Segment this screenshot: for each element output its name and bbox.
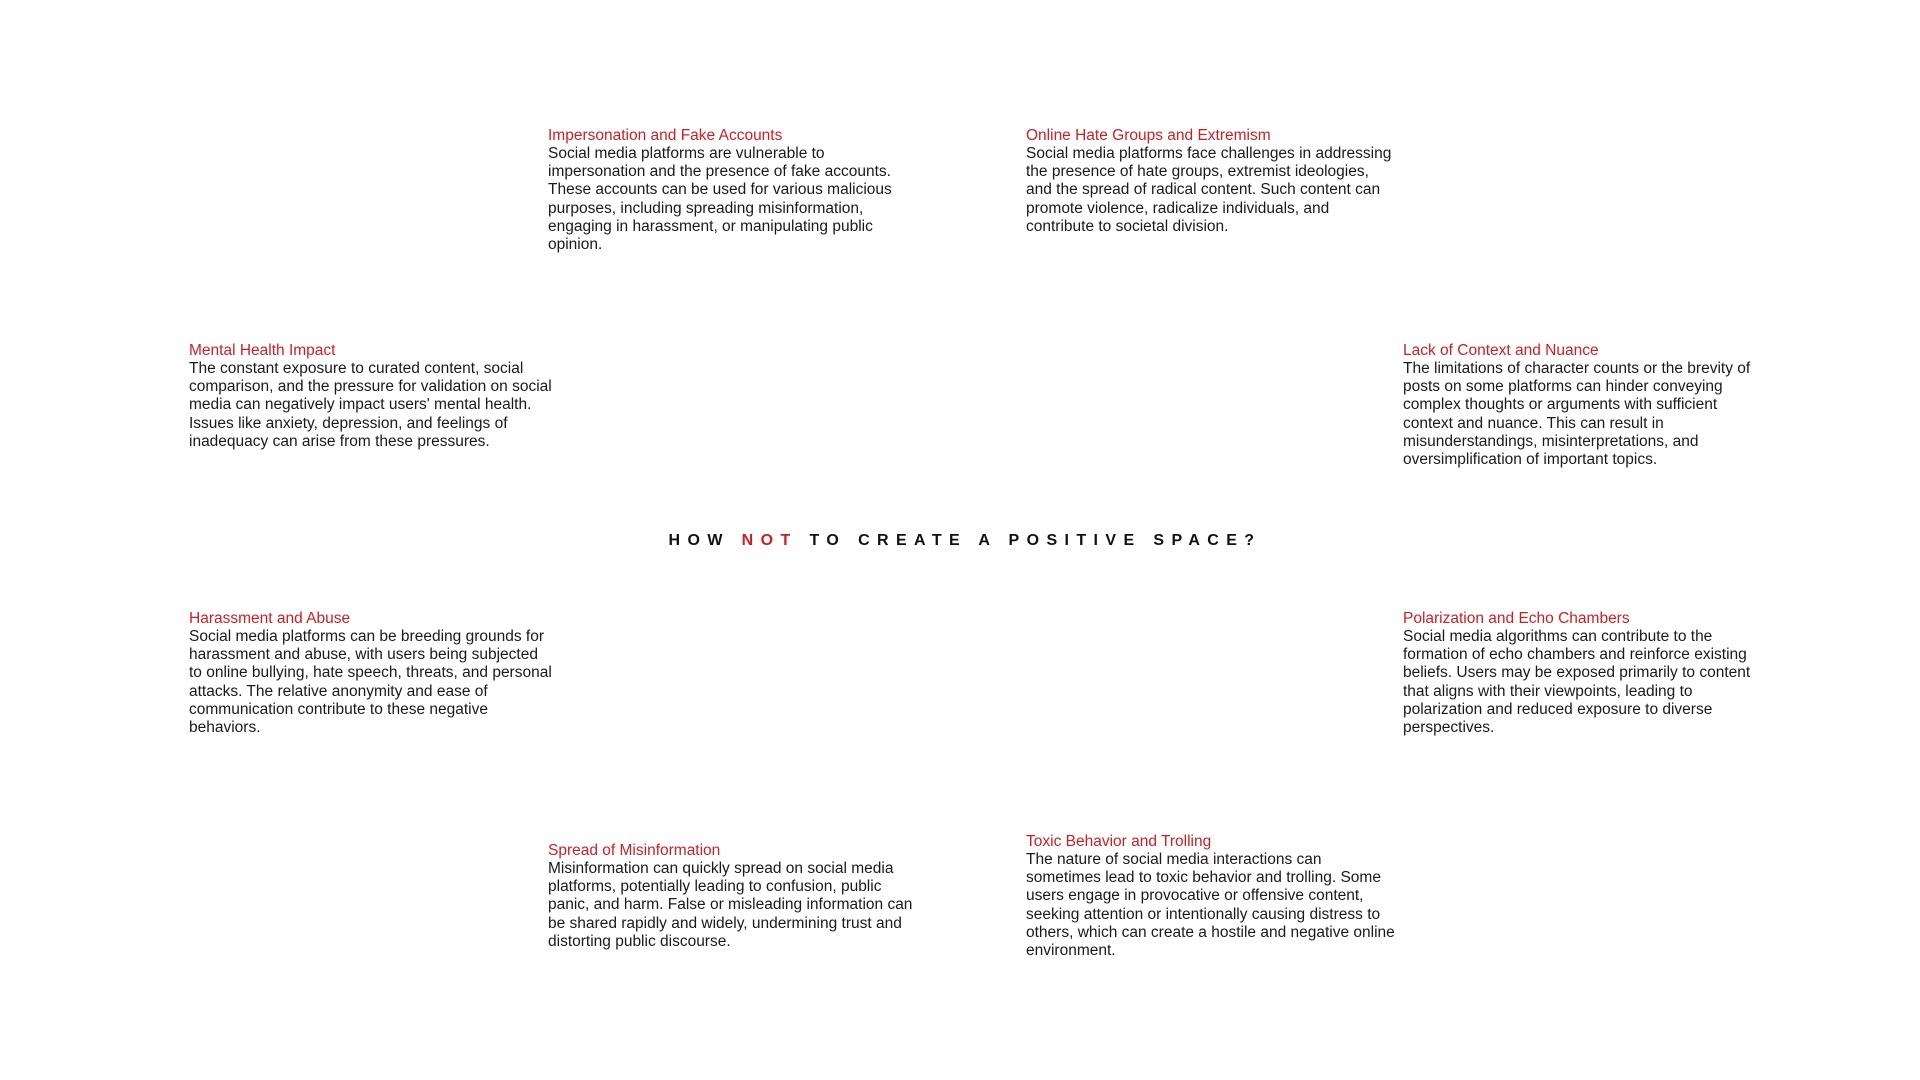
card-title: Impersonation and Fake Accounts	[548, 127, 783, 144]
card-context-nuance	[1403, 342, 1763, 469]
card-impersonation	[548, 127, 918, 254]
card-mental-health	[189, 342, 554, 451]
card-toxic-behavior	[1026, 833, 1396, 960]
title-prefix: HOW	[668, 532, 742, 549]
card-misinformation	[548, 842, 918, 951]
card-body: Social media platforms can be breeding grounds for harassment and abuse, with users being subjected to online bullying, hate speech, threats, and personal attacks. The relative anonymity and ease of communication contribute to these negative behaviors.	[189, 628, 552, 737]
card-body: The limitations of character counts or the brevity of posts on some platforms can hinder conveying complex thoughts or arguments with sufficient context and nuance. This can result in misunderstandings, misinterpretations, and oversimplification of important topics.	[1403, 360, 1751, 469]
card-body: Social media algorithms can contribute to the formation of echo chambers and reinforce existing beliefs. Users may be exposed primarily to content that aligns with their viewpoints, leading to polarization and reduced exposure to diverse perspectives.	[1403, 628, 1751, 737]
card-title: Toxic Behavior and Trolling	[1026, 833, 1212, 850]
card-body: Social media platforms face challenges in addressing the presence of hate groups, extremist ideologies, and the spread of radical content. Such content can promote violence, radicalize individuals, and contribute to societal division.	[1026, 145, 1392, 235]
card-title: Online Hate Groups and Extremism	[1026, 127, 1271, 144]
card-title: Spread of Misinformation	[548, 842, 721, 859]
card-hate-groups	[1026, 127, 1396, 236]
card-body: The constant exposure to curated content, social comparison, and the pressure for validation on social media can negatively impact users' mental health. Issues like anxiety, depression, and feelings of inadequacy can arise from these pressures.	[189, 360, 552, 450]
card-body: The nature of social media interactions can sometimes lead to toxic behavior and trolling. Some users engage in provocative or offensive content, seeking attention or intentionally causing distress to others, which can create a hostile and negative online environment.	[1026, 851, 1395, 960]
card-polarization	[1403, 610, 1763, 737]
card-title: Polarization and Echo Chambers	[1403, 610, 1630, 627]
title-accent: NOT	[741, 532, 798, 549]
card-title: Harassment and Abuse	[189, 610, 351, 627]
page-title	[0, 532, 1920, 550]
card-title: Mental Health Impact	[189, 342, 336, 359]
card-body: Social media platforms are vulnerable to impersonation and the presence of fake accounts. These accounts can be used for various malicious purposes, including spreading misinformation, engaging in harassment, or manipulating public opinion.	[548, 145, 892, 254]
card-title: Lack of Context and Nuance	[1403, 342, 1599, 359]
card-body: Misinformation can quickly spread on social media platforms, potentially leading to confusion, public panic, and harm. False or misleading information can be shared rapidly and widely, undermining trust and distorting public discourse.	[548, 860, 913, 950]
card-harassment	[189, 610, 554, 737]
title-suffix: TO CREATE A POSITIVE SPACE?	[797, 532, 1262, 549]
